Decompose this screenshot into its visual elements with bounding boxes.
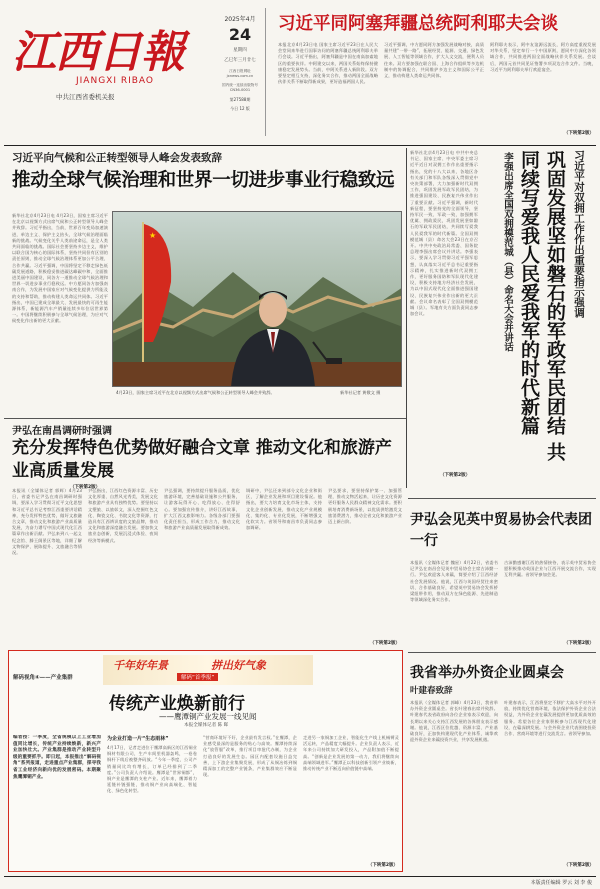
banner-tag: 解码“首季报” bbox=[177, 673, 218, 681]
svg-text:★: ★ bbox=[149, 231, 157, 240]
feature-body-3: 走进另一家铜加工企业，智能化生产线上机械臂灵活运转，产品精度大幅提升。企业负责人表示，近年来公司持续加大研发投入，产品附加值不断提高。“创新是企业发展的第一动力，我们将继续向高端领域进军。”鹰潭正以科技创新引领产业焕新，推动传统产业不断迈向价值链中高端。 bbox=[303, 735, 399, 772]
top-story-more[interactable]: （下转第2版） bbox=[563, 131, 594, 136]
date-year-month: 2025年4月 bbox=[224, 16, 256, 23]
feature-banner bbox=[103, 655, 313, 685]
culture-story-more[interactable]: （下转第2版） bbox=[369, 641, 400, 646]
roundtable-body: 本报讯（全媒体记者 郭峰）4月23日，我省举办外资企业圆桌会。省长叶建春出席并致辞。叶建春代表省政府向各位企业家表示欢迎，向长期以来关心支持江西发展的各界朋友表示感谢。他说，江西区位优越、资源丰富、产业基础良好，正加快构建现代化产业体系，诚挚欢迎外资企业来赣投资兴业，共享发展机遇。 叶建春表示，江西将坚定不移扩大高水平对外开放，持续优化营商环境，依法保护外资企业合法权益，为外资企业在赣发展提供更加优质高效的服务。希望各位企业家积极参与江西现代化建设，在赣深耕发展。与会外资企业代表围绕投资合作、营商环境等进行交流发言。省领导参加。 （下转第2版） bbox=[410, 700, 596, 868]
culture-story-title[interactable]: 充分发挥特色优势做好融合文章 推动文化和旅游产业高质量发展 bbox=[12, 438, 392, 481]
trade-story-more[interactable]: （下转第2版） bbox=[563, 641, 594, 646]
person-head bbox=[259, 293, 287, 327]
page-count: 今日 12 版 bbox=[230, 106, 250, 111]
banner-line-1: 千年好年景 bbox=[113, 659, 168, 672]
feature-body-1: 4月17日，记者走进位于鹰潭高新区的江西铜业铜材有限公司，生产车间里机器轰鸣，一卷卷铜杆下线后被整齐码放。“今年一季度，公司产销量同比均有增长，订单已经排到了二季度。”公司负责人介绍说。鹰潭是“世界铜都”，铜产业是鹰潭的支柱产业。近年来，鹰潭着力延链补链强链，推动铜产业向高端化、智能化、绿色化转型。 bbox=[107, 745, 197, 794]
main-story-body: 新华社北京4月23日电 4月23日，国家主席习近平在北京以视频方式出席气候和公正转型领导人峰会并致辞。习近平指出，当前，世界百年变局加速演进，单边主义、保护主义抬头，全球气候治理面临新的挑战。气候变化关乎人类前途命运，是全人类共同面临的挑战。国际社会要坚持多边主义，维护以联合国为核心的国际体系，坚持共同但有区别的责任原则，推动全球气候治理体系更加公平合理、合作共赢。习近平强调，中国将坚定不移走绿色低碳发展道路，积极稳妥推进碳达峰碳中和，全面推进美丽中国建设，同各方一道推动全球气候治理和世界一切进步事业行稳致远。中方愿同各方加强南南合作，为发展中国家应对气候变化提供力所能及的支持和帮助，推动构建人类命运共同体。习近平指出，中国已建成全球最大、发展最快的可再生能源体系，新能源汽车产销量连续多年位居世界第一。中国将继续积极参与全球气候治理，为应对气候变化作出新的更大贡献。 bbox=[12, 213, 108, 324]
feature-title[interactable]: 传统产业焕新前行 bbox=[109, 694, 245, 714]
footer-editors: 本版责任编辑 罗云 刘 李 俊 bbox=[530, 880, 592, 886]
feature-subtitle: ——鹰潭铜产业发展一线见闻 bbox=[159, 712, 257, 721]
feature-byline: 本报全媒体记者 陈 晖 bbox=[184, 723, 229, 728]
weekday: 星期四 bbox=[233, 48, 247, 53]
culture-story-kicker: 尹弘在南昌调研时强调 bbox=[12, 426, 112, 437]
top-story-title[interactable]: 习近平同阿塞拜疆总统阿利耶夫会谈 bbox=[278, 14, 558, 34]
issue-code: 国内统一连续出版物号 CN36-0001 bbox=[222, 83, 258, 92]
right-column-more[interactable]: （下转第2版） bbox=[440, 473, 471, 478]
main-story-kicker: 习近平向气候和公正转型领导人峰会发表致辞 bbox=[12, 152, 222, 164]
photo-illustration bbox=[113, 212, 402, 387]
right-column-kicker: 习近平对双拥工作作出重要指示强调 bbox=[573, 150, 585, 318]
lunar-date: 乙巳年三月廿七 bbox=[224, 58, 256, 63]
roundtable-more[interactable]: （下转第2版） bbox=[563, 863, 594, 868]
feature-more[interactable]: （下转第2版） bbox=[367, 863, 398, 868]
masthead-publisher: 中共江西省委机关报 bbox=[56, 93, 115, 101]
trade-story-body: 本报讯（全媒体记者 魏星）4月22日，省委书记尹弘在南昌会见英中贸易协会主席古沛勤一行。尹弘欢迎客人来赣，简要介绍了江西经济社会发展情况。他说，江西与英国经贸往来密切、合作基础良好，希望英中贸易协会发挥桥梁纽带作用，推动双方在绿色能源、先进制造等领域深化务实合作。 古沛勤感谢江西的热情接待，表示英中贸易协会愿积极推动英国企业与江西开展交流合作，实现互利共赢。省领导参加会见。 （下转第2版） bbox=[410, 560, 596, 646]
masthead-pinyin: JIANGXI RIBAO bbox=[76, 76, 155, 86]
site-info: 江西日报网址 jxnews.com.cn bbox=[226, 69, 254, 78]
main-story-photo[interactable] bbox=[112, 211, 402, 387]
masthead bbox=[6, 6, 226, 102]
roundtable-subtitle: 叶建春致辞 bbox=[410, 686, 453, 696]
right-column-title[interactable]: 巩固发展坚如磐石的军政军民团结 共同续写爱我人民爱我军的时代新篇 bbox=[518, 150, 566, 461]
main-story-title[interactable]: 推动全球气候治理和世界一切进步事业行稳致远 bbox=[12, 170, 395, 191]
photo-credit: 新华社记者 黄敬文 摄 bbox=[340, 390, 381, 395]
roundtable-title[interactable]: 我省举办外资企业圆桌会 bbox=[410, 665, 564, 681]
trade-story-title[interactable]: 尹弘会见英中贸易协会代表团一行 bbox=[410, 512, 592, 549]
culture-story-body: 本报讯（全媒体记者 郭辉）4月23日，省委书记尹弘在南昌调研时强调，要深入学习贯彻习近平文化思想和习近平总书记考察江西重要讲话精神，充分发挥特色优势，做好文旅融合文章，推动文化和旅游产业高质量发展，为奋力谱写中国式现代化江西篇章作出新贡献。尹弘来到八一起义纪念馆、滕王阁景区等地，详细了解文物保护、展陈提升、文旅融合等情况。 尹弘指出，江西红色资源丰富、历史文化厚重、自然风光秀美，发展文化和旅游产业具有独特优势。要坚持以文塑旅、以旅彰文，深入挖掘红色文化、陶瓷文化、书院文化等资源，打造具有江西辨识度的文旅品牌，推动文化和旅游深度融合发展。要加快文旅业态创新，发展沉浸式体验、夜间经济等新模式。 尹弘强调，要持续提升服务品质，优化旅游环境，完善基础设施和公共服务，让游客玩得开心、吃得放心、住得舒心。要加强宣传推介，讲好江西故事，扩大江西文旅影响力。各级各部门要强化责任担当，形成工作合力，推动文化和旅游产业高质量发展取得新成效。 调研中，尹弘还来到部分文化企业和街区，了解企业发展和项目建设情况。他指出，要大力培育文化市场主体，支持文化企业创新发展，推动文化产业规模化、集约化、专业化发展，不断增强文化软实力。省领导和南昌市负责同志参加调研。 尹弘要求，要坚持保护第一、加强管理，推动文物活起来，让历史文化资源更好服务人民群众精神文化需求。要积极培育消费新场景，以优质供给激发文旅消费潜力，推动全省文化和旅游产业迈上新台阶。 （下转第2版） bbox=[12, 488, 402, 646]
banner-line-2: 拼出好气象 bbox=[211, 659, 266, 672]
date-day: 24 bbox=[228, 25, 252, 44]
right-column-body: 新华社北京4月23日电 中共中央总书记、国家主席、中央军委主席习近平近日对双拥工作作出重要指示指出，党的十八大以来，各地区各有关部门和军队各级深入贯彻党中央决策部署，大力加强新时代双拥工作，巩固发展军政军民团结，为推进强国建设、民族复兴伟业作出了重要贡献。习近平强调，新时代新征程，要坚持党的全面领导，坚持军民一致、军政一致，加强拥军优属、拥政爱民，巩固发展坚如磐石的军政军民团结，共同续写爱我人民爱我军的时代新篇。全国双拥模范城（县）命名大会23日在京召开。中共中央政治局常委、国务院总理李强出席会议并讲话。李强表示，要深入学习贯彻习近平强军思想，认真落实习近平总书记重要指示精神，扎实推进新时代双拥工作，更好服务国防和军队现代化建设，积极支持地方经济社会发展，为以中国式现代化全面推进强国建设、民族复兴伟业作出新的更大贡献。会议命名表彰了全国双拥模范城（县）。军地有关方面负责同志参加会议。 bbox=[410, 150, 478, 317]
feature-box bbox=[8, 650, 403, 872]
main-story-more[interactable]: （下转第2版） bbox=[70, 485, 101, 490]
feature-body-2: “营商环境好不好，企业最有发言权。”在鹰潭，企业感受最深的是服务的贴心与高效。鹰潭持续深化“放管服”改革，推行项目审批代办制，为企业打造良好的发展生态。园区内配套设施日益完善，上下游企业集聚发展，形成了从铜冶炼到铜精深加工的完整产业链条，产业集群效应不断显现。 bbox=[203, 735, 297, 778]
issue-number: 第27588期 bbox=[229, 97, 251, 102]
feature-series: 解码视角④——产业集群 bbox=[13, 675, 73, 681]
masthead-logo: 江西日報 bbox=[12, 27, 184, 78]
date-box bbox=[218, 6, 262, 136]
feature-lead: 编者按：一季度，全省规模以上工业增加值同比增长，传统产业持续焕新，新兴产业加快壮大。产业集群是推动产业转型升级的重要抓手。即日起，本报推出“解码视角”系列报道，走进重点产业集群，探寻我省工业经济向新向优的发展密码。本期聚焦鹰潭铜产业。 bbox=[13, 735, 101, 780]
top-story-body: 本报北京4月23日电 国家主席习近平23日在人民大会堂同来华进行国事访问的阿塞拜疆总统阿利耶夫举行会谈。习近平指出，阿塞拜疆是中国在南高加索地区的重要伙伴。中阿建交以来，两国关系始终保持健康稳定发展势头。当前，中阿关系进入新阶段。双方要坚定相互支持，深化务实合作，推动两国全面战略伙伴关系不断取得新成果，更好造福两国人民。 习近平强调，中方愿同阿方加强发展战略对接，高质量共建“一带一路”，拓展经贸、能源、交通、绿色发展、人工智能等领域合作，扩大人文交流，便利人员往来。双方要加强在联合国、上海合作组织等多边机制中的协调配合，共同维护多边主义和国际公平正义，推动构建人类命运共同体。 阿利耶夫表示，阿中友谊源远流长，阿方高度重视发展对华关系，坚定奉行一个中国原则，愿同中方深化各领域合作，共同推进两国全面战略伙伴关系发展。会谈后，两国元首共同见证签署多项双边合作文件。当晚，习近平为阿利耶夫举行欢迎宴会。 （下转第2版） bbox=[278, 42, 596, 136]
right-column-subtitle: 李强出席全国双拥模范城（县）命名大会并讲话 bbox=[502, 152, 513, 352]
photo-caption: 4月23日，国家主席习近平在北京以视频方式出席气候和公正转型领导人峰会并致辞。 bbox=[116, 390, 275, 395]
feature-section-head: 为企业打造一片“生态雨林” bbox=[107, 736, 169, 742]
